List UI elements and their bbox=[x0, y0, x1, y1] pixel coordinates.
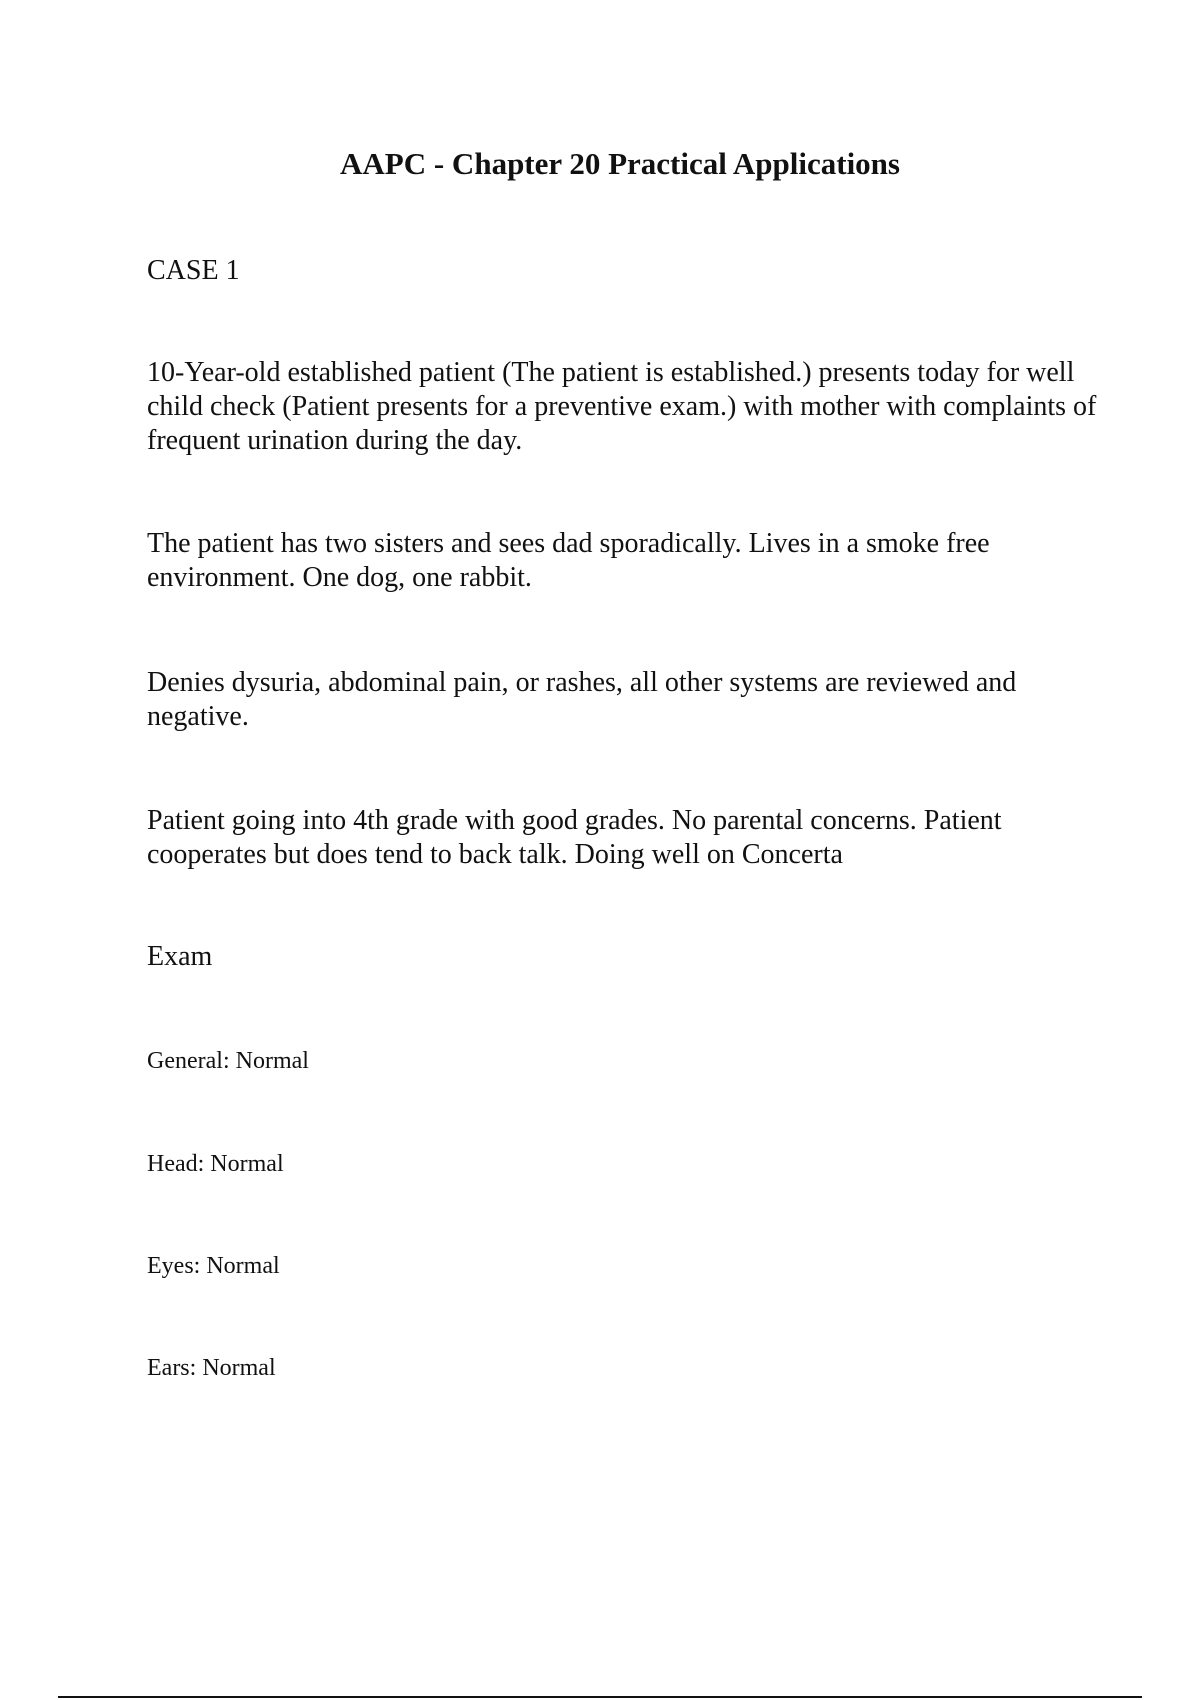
case-heading: CASE 1 bbox=[147, 255, 240, 286]
page-bottom-divider bbox=[58, 1696, 1142, 1698]
paragraph-review-of-systems: Denies dysuria, abdominal pain, or rashes, all other systems are reviewed and negative. bbox=[147, 667, 1017, 732]
paragraph-presentation: 10-Year-old established patient (The patient is established.) presents today for well child check (Patient presents for a preventive exam.) with mother with complaints of frequent urination during the day. bbox=[147, 357, 1097, 456]
paragraph-social-history: The patient has two sisters and sees dad sporadically. Lives in a smoke free environment. One dog, one rabbit. bbox=[147, 528, 990, 593]
exam-finding-general: General: Normal bbox=[147, 1048, 309, 1074]
document-title: AAPC - Chapter 20 Practical Applications bbox=[340, 146, 900, 181]
exam-finding-eyes: Eyes: Normal bbox=[147, 1253, 280, 1279]
paragraph-development: Patient going into 4th grade with good grades. No parental concerns. Patient cooperates but does tend to back talk. Doing well on Concerta bbox=[147, 805, 1002, 870]
exam-heading: Exam bbox=[147, 941, 213, 972]
exam-finding-ears: Ears: Normal bbox=[147, 1355, 276, 1381]
exam-finding-head: Head: Normal bbox=[147, 1151, 284, 1177]
